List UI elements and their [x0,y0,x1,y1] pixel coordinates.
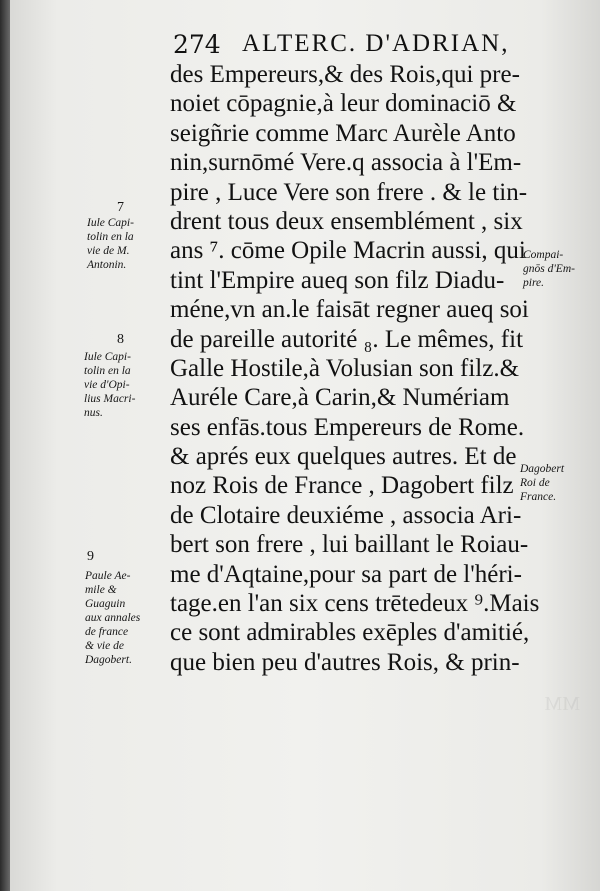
text-line: nin,surnōmé Vere.q associa à l'Em- [170,149,522,177]
text-line: seigñrie comme Marc Aurèle Anto [170,119,516,147]
page-header [170,30,530,60]
text-line: drent tous deux ensemblément , six [170,207,523,235]
running-title: ALTERC. D'ADRIAN, [242,30,510,57]
show-through-text: MM [544,693,580,715]
note-line: Guaguin [85,598,126,610]
text-line: que bien peu d'autres Rois, & prin- [170,648,520,676]
text-line: ce sont admirables exēples d'amitié, [170,619,530,647]
note-line: de france [85,626,129,638]
text-line: noz Rois de France , Dagobert filz [170,472,514,500]
text-line: ses enfās.tous Empereurs de Rome. [170,413,525,441]
margin-note-left [85,569,140,667]
note-line: vie d'Opi- [84,379,130,391]
note-line: Paule Ae- [85,570,131,582]
note-line: Roi de [520,477,550,489]
note-line: tolin en la [87,231,134,243]
text-line: des Empereurs,& des Rois,qui pre- [170,61,520,88]
note-line: mile & [85,584,117,596]
page-number: 274 [173,30,221,59]
text-line: tage.en l'an six cens trētedeux ⁹.Mais [170,590,540,618]
main-text [170,60,540,677]
note-number: 8 [117,332,124,347]
book-page [10,0,600,891]
margin-note-left [87,216,134,272]
text-line: Galle Hostile,à Volusian son filz.& [170,354,520,382]
note-line: tolin en la [84,365,131,377]
text-line: noiet cōpagnie,à leur dominaciō & [170,90,517,118]
text-line: pire , Luce Vere son frere . & le tin- [170,178,528,206]
margin-note-right [523,248,575,290]
text-line: méne,vn an.le faisāt regner aueq soi [170,296,529,324]
note-line: Dagobert [520,463,565,475]
note-line: & vie de [85,640,124,652]
note-line: nus. [84,407,103,419]
margin-note-left [84,350,135,420]
note-line: gnōs d'Em- [523,263,575,275]
note-number: 9 [87,549,94,564]
text-line: tint l'Empire aueq son filz Diadu- [170,266,505,294]
text-line: Auréle Care,à Carin,& Numériam [170,384,510,412]
note-line: lius Macri- [84,393,136,405]
note-line: Antonin. [87,259,127,271]
text-line: de pareille autorité ₈. Le mêmes, fit [170,325,524,353]
note-line: vie de M. [87,245,130,257]
text-line: ans ⁷. cōme Opile Macrin aussi, qui [170,237,526,265]
note-line: Iule Capi- [87,217,134,229]
text-line: me d'Aqtaine,pour sa part de l'héri- [170,560,522,588]
note-line: aux annales [85,612,141,624]
note-line: Iule Capi- [84,351,131,363]
page-binding-shadow [0,0,10,891]
text-line: de Clotaire deuxiéme , associa Ari- [170,501,522,529]
note-line: pire. [523,277,544,289]
text-line: & aprés eux quelques autres. Et de [170,443,517,471]
note-line: Dagobert. [85,654,132,666]
note-line: France. [520,491,557,503]
note-number: 7 [117,200,124,215]
margin-note-right [520,462,564,504]
text-line: bert son frere , lui baillant le Roiau- [170,531,529,559]
note-line: Compai- [523,249,564,261]
